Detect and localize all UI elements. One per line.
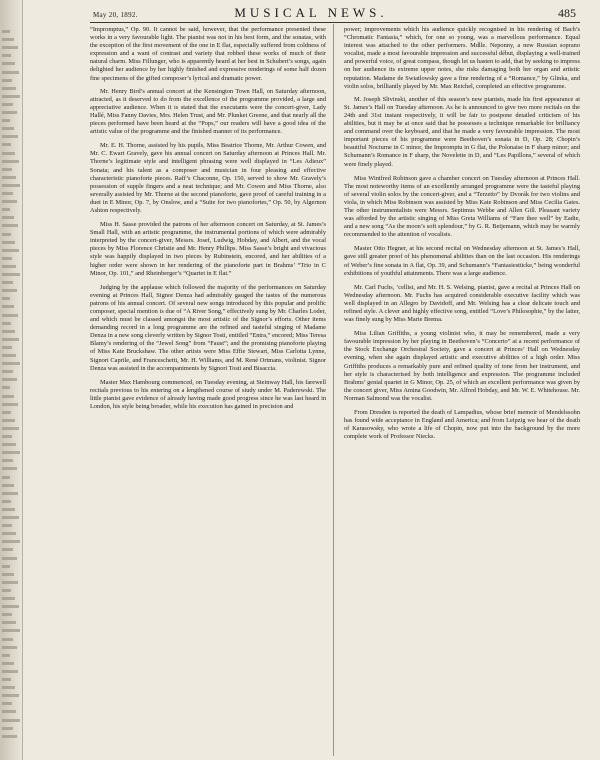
gutter-text-fragment [2, 305, 14, 308]
gutter-text-fragment [2, 492, 18, 495]
gutter-text-fragment [2, 654, 10, 657]
gutter-text-fragment [2, 419, 15, 422]
gutter-text-fragment [2, 224, 18, 227]
gutter-text-fragment [2, 338, 19, 341]
article-paragraph: Mr. Carl Fuchs, ’cellist, and Mr. H. S. Welsing, pianist, gave a recital at Princes Hall on Wednesday afternoon. Mr. Fuchs has acquired considerable executive facility which was well displayed in an Allegro by Davidoff, and Mr. Welsing has a clear delicate touch and refined style. A clever and highly effective song, entitled “Love’s Philosophie,” by the latter, was finely sung by Miss Marie Brema. [344, 283, 580, 324]
gutter-text-fragment [2, 281, 13, 284]
header-date: May 20, 1892. [93, 11, 138, 19]
gutter-text-fragment [2, 524, 12, 527]
gutter-text-fragment [2, 403, 18, 406]
article-paragraph: Miss Lilian Griffiths, a young violinist who, it may be remembered, made a very favourable impression by her playing in Beethoven’s “Concerto” at a recent performance of the Stock Exchange Orchestral Society, gave a concert at Princes’ Hall on Wednesday evening, when she again displayed artistic and executive abilities of a high order. Miss Griffiths produces a remarkably pure and refined quality of tone from her instrument, and her style is characterised by both intelligence and expression. The programme included Brahms’ genial quartet in G Minor, Op. 25, of which an excellent performance was given by the concert giver, Miss Amina Goodwin, Mr. Alfred Hobday, and Mr. W. E. Whitehouse. Mr. Norman Salmond was the vocalist. [344, 330, 580, 402]
gutter-text-fragment [2, 249, 19, 252]
gutter-text-fragment [2, 670, 18, 673]
gutter-text-fragment [2, 297, 10, 300]
gutter-text-fragment [2, 30, 10, 33]
page-header [28, 2, 594, 22]
gutter-text-fragment [2, 702, 12, 705]
gutter-text-fragment [2, 95, 20, 98]
gutter-text-fragment [2, 557, 17, 560]
gutter-text-fragment [2, 192, 13, 195]
gutter-text-fragment [2, 241, 15, 244]
article-paragraph: M. Joseph Slivinski, another of this season’s new pianists, made his first appearance at St. James’s Hall on Tuesday afternoon. As he is announced to give two more recitals on the 24th and 31st instant respectively, it will be fair to postpone detailed criticism of his abilities, but it may be at once said that he possesses a technique remarkable for brilliancy and command over the keyboard, and that he made a very favourable impression. The most important pieces of his programme were Beethoven’s sonata in D, Op. 28; Chopin’s beautiful Nocturne in C minor, the Impromptu in G flat, the Polonaise in F sharp minor; and Schumann’s Romance in F sharp, the Novelette in D, and “Les Papillons,” several of which were finely played. [344, 95, 580, 168]
gutter-text-fragment [2, 79, 12, 82]
gutter-text-fragment [2, 500, 11, 503]
gutter-text-fragment [2, 605, 19, 608]
article-paragraph: Master Max Hambourg commenced, on Tuesday evening, at Steinway Hall, his farewell recitals previous to his entering on a lengthened course of study under M. Paderewski. The little pianist gave evidence of already having made good progress since he was last heard in London, his style being broader, while his execution has gained in precision and [90, 378, 326, 411]
article-paragraph: “Impromptus,” Op. 90. It cannot be said, however, that the performance presented these works in a very favourable light. The pianist was not in his best form, and the sonatas, with the exception of the first movement of the one in E flat, especially suffered from coldness of expression and a want of contrast and variety that robbed these works of much of their natural charm. Miss Fillunger, who is apparently heard at her best in Schubert’s songs, again delighted her audience by her highly finished and expressive renderings of some half dozen fine specimens of the gifted composer’s lyrical and dramatic power. [90, 26, 326, 82]
article-paragraph: Miss Winifred Robinson gave a chamber concert on Tuesday afternoon at Princes Hall. The most noteworthy items of an excellently arranged programme were the tasteful playing of several violin solos by the concert-giver, and a “Terzetto” by Dvorák for two violins and viola, in which Miss Robinson was assisted by Miss Kate Robinson and Miss Cecilia Gates. The other instrumentalists were Messrs. Septimus Webbe and Allen Gill. Pleasant variety was afforded by the artistic singing of Miss Greta Williams of “Fare thee well” by Eadie, and a new song “As the moon’s soft splendour,” by G. R. Betjemann, which may be warmly recommended to the attention of vocalists. [344, 174, 580, 239]
gutter-text-fragment [2, 38, 14, 41]
gutter-text-fragment [2, 71, 19, 74]
gutter-text-fragment [2, 395, 14, 398]
gutter-text-fragment [2, 589, 11, 592]
gutter-text-fragment [2, 508, 15, 511]
gutter-text-fragment [2, 119, 10, 122]
gutter-text-fragment [2, 46, 18, 49]
binding-gutter [0, 0, 23, 760]
gutter-text-fragment [2, 694, 19, 697]
gutter-text-fragment [2, 314, 18, 317]
gutter-text-fragment [2, 597, 15, 600]
gutter-text-fragment [2, 719, 20, 722]
gutter-text-fragment [2, 435, 12, 438]
gutter-text-fragment [2, 467, 17, 470]
gutter-text-fragment [2, 370, 13, 373]
gutter-text-fragment [2, 386, 10, 389]
gutter-text-fragment [2, 686, 15, 689]
gutter-text-fragment [2, 629, 20, 632]
gutter-text-fragment [2, 233, 11, 236]
gutter-text-fragment [2, 346, 12, 349]
gutter-text-fragment [2, 184, 20, 187]
gutter-text-fragment [2, 143, 11, 146]
gutter-text-fragment [2, 621, 16, 624]
article-paragraph: Miss H. Sasse provided the patrons of her afternoon concert on Saturday, at St. James’s Small Hall, with an artistic programme, the instrumental portions of which were admirably interpreted by the concert-giver, Messrs. Josef, Ludwig, Hobday, and Albert, and the vocal pieces by Miss Florence Christie and Mr. Henry Phillips. Miss Sasse’s bright and vivacious style was happily displayed in two pieces by Rubinstein, encored, and her abilities of a higher order were shown in her rendering of the pianoforte part in Brahms’ “Trio in C Minor, Op. 101,” and Rheinberger’s “Quartet in E flat.” [90, 221, 326, 277]
gutter-text-fragment [2, 443, 16, 446]
gutter-text-fragment [2, 322, 11, 325]
gutter-text-fragment [2, 476, 10, 479]
masthead-title: MUSICAL NEWS. [234, 5, 388, 20]
gutter-text-fragment [2, 160, 19, 163]
gutter-text-fragment [2, 265, 16, 268]
gutter-text-fragment [2, 354, 16, 357]
gutter-text-fragment [2, 168, 12, 171]
gutter-text-fragment [2, 484, 14, 487]
gutter-text-fragment [2, 451, 20, 454]
gutter-text-fragment [2, 411, 11, 414]
gutter-text-fragment [2, 573, 14, 576]
gutter-text-fragment [2, 565, 10, 568]
gutter-text-fragment [2, 727, 13, 730]
gutter-text-fragment [2, 208, 10, 211]
gutter-text-fragment [2, 613, 12, 616]
gutter-text-fragment [2, 152, 15, 155]
gutter-text-fragment [2, 427, 19, 430]
gutter-text-fragment [2, 678, 11, 681]
right-column [344, 26, 580, 447]
gutter-text-fragment [2, 289, 17, 292]
article-paragraph: Mr. Henry Bird’s annual concert at the Kensington Town Hall, on Saturday afternoon, attracted, as it deserved to do from the excellence of the programme provided, a large and appreciative audience. When it is stated that the executants were the concert-giver, Lady Hallé, Miss Fanny Davies, Mrs. Helen Trust, and Mr. Plunket Greene, and that nearly all the pieces performed have been heard at the “Pops,” our readers will have a good idea of the artistic value of the programme and the finished manner of its performance. [90, 87, 326, 136]
gutter-text-fragment [2, 111, 17, 114]
page-number: 485 [558, 6, 576, 20]
gutter-text-fragment [2, 532, 16, 535]
gutter-text-fragment [2, 200, 17, 203]
article-paragraph: Mr. E. H. Thorne, assisted by his pupils, Miss Beatrice Thorne, Mr. Arthur Cowen, and Mr. C. Ewart Gravely, gave his annual concert on Saturday afternoon at Princes Hall. Mr. Thorne’s legitimate style and intelligent phrasing were well displayed in “Les Adieux” Sonata; and his talent as a composer and musician in four pleasing and effective characteristic pianoforte pieces. Raff’s Chaconne, Op. 150, served to show Mr. Gravely’s possession of supple fingers and a neat technique; and Mr. Cowen and Miss Thorne, also severally assisted by Mr. Thorne at the second pianoforte, gave proof of careful training in a duet in E Minor, Op. 7, by Onslow, and a “Suite for two pianofortes,” Op. 50, by Algernon Ashton respectively. [90, 142, 326, 214]
gutter-text-fragment [2, 710, 16, 713]
gutter-text-fragment [2, 362, 20, 365]
gutter-text-fragment [2, 54, 11, 57]
article-paragraph: Judging by the applause which followed the majority of the performances on Saturday evening at Princes Hall, Signor Denza had admirably gauged the tastes of the numerous patrons of his annual concert. Of several new songs introduced by this popular and prolific composer, special mention is due of “A River Song,” effectively sung by Mr. Charles Loder, and which must be classed amongst the most artistic of the Signor’s efforts. Other items demanding record in a long programme are the refined and tasteful singing of Madame Denza in a new song cleverly written by Signor Tosti, entitled “Entra,” encored; Miss Teresa Blamy’s rendering of the “Jewel Song” from “Faust”; and the promising pianoforte playing of Miss Kate Bruckshaw. The other artists were Miss Effie Stewart, Miss Carlotta Lynne, Signori Caprile, and Franceschetti, Mr. H. Williams, and M. René Ortmans, violinist. Signor Denza was assisted in the accompaniments by Signori Tosti and Bisaccia. [90, 283, 326, 372]
newspaper-page [28, 0, 594, 760]
gutter-text-fragment [2, 176, 16, 179]
gutter-text-fragment [2, 662, 14, 665]
gutter-text-fragment [2, 273, 20, 276]
gutter-text-fragment [2, 378, 17, 381]
gutter-text-fragment [2, 548, 13, 551]
gutter-text-fragment [2, 135, 18, 138]
gutter-text-fragment [2, 735, 17, 738]
gutter-text-fragment [2, 540, 20, 543]
column-divider [333, 24, 334, 756]
article-paragraph: Master Otto Hegner, at his second recital on Wednesday afternoon at St. James’s Hall, gave still greater proof of his phenomenal abilities than on the last occasion. His renderings of Weber’s fine sonata in A flat, Op. 39, and Schumann’s “Fantasiestücke,” being wonderful exhibitions of youthful attainments. There was a large audience. [344, 245, 580, 277]
gutter-text-fragment [2, 62, 15, 65]
gutter-text-fragment [2, 87, 16, 90]
article-paragraph: From Dresden is reported the death of Lampadius, whose brief memoir of Mendelssohn has found wide acceptance in England and America; and from Leipzig we hear of the death of Karasowsky, who wrote a life of Chopin, now put into the background by the more complete work of Professor Niecks. [344, 409, 580, 441]
gutter-text-fragment [2, 257, 12, 260]
gutter-text-fragment [2, 103, 13, 106]
gutter-text-fragment [2, 330, 15, 333]
gutter-text-fragment [2, 516, 19, 519]
article-paragraph: power; improvements which his audience quickly recognised in his rendering of Bach’s “Chromatic Fantasia,” which, for one so young, was a marvellous performance. Equal interest was attached to the other performers. Mdlle. Neponny, a new Russian soprano vocalist, made a most favourable impression and successful début, displaying a well-trained and powerful voice, of great compass, though let us hasten to add, that by seeking to impress on her audience its extreme upper notes, she risks damaging both her organ and artistic reputation. Madame de Swiatlowsky gave a fine rendering of a “Romance,” by Glinka, and violin solos, brilliantly played by Mr. Max Reichel, completed an effective programme. [344, 26, 580, 90]
gutter-text-fragment [2, 646, 17, 649]
gutter-text-fragment [2, 127, 14, 130]
gutter-text-fragment [2, 581, 18, 584]
gutter-text-fragment [2, 459, 13, 462]
gutter-text-fragment [2, 638, 13, 641]
left-column [90, 26, 326, 417]
gutter-text-fragment [2, 216, 14, 219]
header-rule [90, 22, 580, 23]
